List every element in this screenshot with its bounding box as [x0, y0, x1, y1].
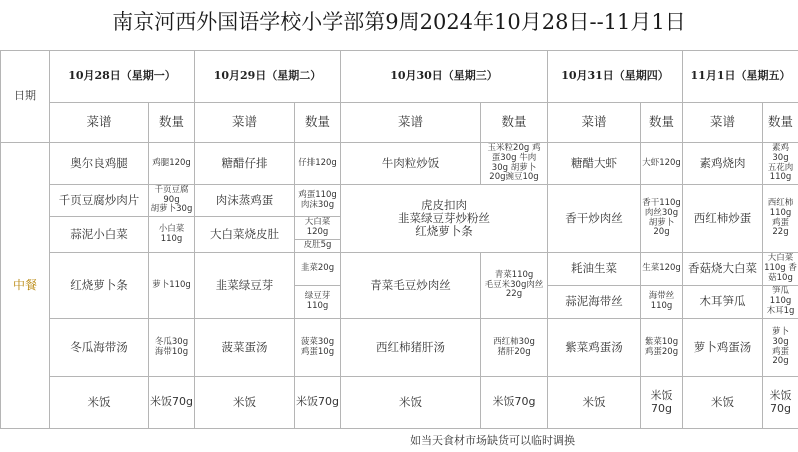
qty-line: 紫菜10g — [644, 336, 679, 347]
qty-line: 肉沫30g — [300, 199, 335, 210]
dish-tue-5: 菠菜蛋汤 — [195, 319, 295, 377]
qty-line: 110g — [160, 233, 183, 244]
dish-mon-4: 红烧萝卜条 — [50, 253, 149, 319]
dish-mon-5: 冬瓜海带汤 — [50, 319, 149, 377]
qty-tue-5 — [295, 319, 341, 377]
qty-line: 120g — [306, 227, 329, 237]
qty-line: 菠菜30g — [300, 336, 335, 347]
qty-line: 110g — [650, 301, 673, 311]
dish-wed-6: 米饭 — [341, 377, 481, 429]
qty-mon-4: 萝卜110g — [149, 253, 195, 319]
qty-line: 蛋30g 牛肉 — [491, 152, 537, 163]
qty-line: 20g — [653, 227, 670, 238]
qty-mon-3 — [149, 217, 195, 253]
dish-fri-6: 米饭 — [683, 377, 763, 429]
qty-line: 千页豆腐 — [154, 184, 189, 195]
col-dish-fri: 菜谱 — [683, 103, 763, 143]
qty-line: 笋瓜110g — [769, 286, 792, 307]
day-header-wed: 10月30日（星期三） — [341, 51, 548, 103]
qty-line: 西红柿30g — [493, 336, 535, 347]
qty-line: 22g — [505, 289, 523, 300]
qty-wed-4 — [481, 253, 548, 319]
qty-line: 素鸡30g — [771, 142, 789, 163]
qty-tue-4b — [295, 286, 341, 319]
qty-tue-6: 米饭70g — [295, 377, 341, 429]
qty-fri-4b — [763, 286, 798, 319]
qty-mon-6: 米饭70g — [149, 377, 195, 429]
dish-tue-2: 肉沫蒸鸡蛋 — [195, 185, 295, 217]
col-dish-tue: 菜谱 — [195, 103, 295, 143]
qty-thu-5 — [641, 319, 683, 377]
qty-line: 20g豌豆10g — [489, 172, 539, 183]
qty-line: 胡萝卜 — [648, 217, 675, 228]
qty-line: 鸡蛋10g — [300, 346, 335, 357]
qty-line: 小白菜 — [158, 223, 185, 234]
dish-tue-4: 韭菜绿豆芽 — [195, 253, 295, 319]
qty-line: 香干110g — [642, 197, 681, 208]
col-qty-wed: 数量 — [481, 103, 548, 143]
qty-line: 110g — [306, 301, 329, 311]
qty-fri-4 — [763, 253, 798, 286]
day-header-mon: 10月28日（星期一） — [50, 51, 195, 103]
col-qty-thu: 数量 — [641, 103, 683, 143]
qty-fri-1 — [763, 143, 798, 185]
dish-tue-3: 大白菜烧皮肚 — [195, 217, 295, 253]
dish-line: 虎皮扣肉 — [421, 197, 467, 212]
footer-note: 如当天食材市场缺货可以临时调换 — [410, 434, 575, 447]
qty-thu-2 — [641, 185, 683, 253]
qty-line: 海带丝 — [648, 291, 675, 302]
qty-line: 菇10g — [768, 272, 793, 283]
dish-fri-5: 萝卜鸡蛋汤 — [683, 319, 763, 377]
dish-tue-1: 糖醋仔排 — [195, 143, 295, 185]
qty-line: 大白菜 — [304, 217, 331, 228]
dish-wed-4: 青菜毛豆炒肉丝 — [341, 253, 481, 319]
dish-line: 韭菜绿豆芽炒粉丝 — [398, 210, 490, 225]
qty-line: 110g — [769, 207, 792, 218]
col-dish-wed: 菜谱 — [341, 103, 481, 143]
qty-tue-2 — [295, 185, 341, 217]
qty-line: 猪肝20g — [497, 346, 531, 357]
qty-fri-2 — [763, 185, 798, 253]
qty-line: 海带10g — [154, 346, 189, 357]
qty-line: 肉丝30g — [644, 207, 679, 218]
dish-thu-6: 米饭 — [548, 377, 641, 429]
col-qty-mon: 数量 — [149, 103, 195, 143]
qty-line: 五花肉 — [767, 162, 794, 173]
qty-line: 玉米粒20g 鸡 — [487, 142, 541, 153]
qty-line: 110g — [769, 172, 792, 183]
qty-mon-5 — [149, 319, 195, 377]
dish-thu-4: 耗油生菜 — [548, 253, 641, 286]
qty-line: 冬瓜30g — [154, 336, 189, 347]
qty-line: 绿豆芽 — [304, 291, 331, 302]
qty-line: 110g 香 — [764, 263, 797, 274]
qty-line: 鸡蛋22g — [771, 217, 789, 238]
qty-line: 鸡蛋20g — [771, 346, 789, 367]
qty-line: 萝卜30g — [771, 326, 789, 347]
qty-tue-4a: 韭菜20g — [295, 253, 341, 286]
qty-line: 鸡蛋110g — [298, 189, 337, 200]
dish-mon-3: 蒜泥小白菜 — [50, 217, 149, 253]
qty-line: 木耳1g — [766, 305, 795, 316]
qty-line: 大白菜 — [767, 253, 794, 264]
qty-fri-5 — [763, 319, 798, 377]
qty-fri-6: 米饭70g — [763, 377, 798, 429]
qty-tue-1: 仔排120g — [295, 143, 341, 185]
qty-tue-3a — [295, 217, 341, 240]
row-label-date: 日期 — [1, 51, 50, 143]
dish-fri-4b: 木耳笋瓜 — [683, 286, 763, 319]
col-qty-tue: 数量 — [295, 103, 341, 143]
dish-thu-4b: 蒜泥海带丝 — [548, 286, 641, 319]
qty-line: 青菜110g — [494, 269, 534, 280]
dish-fri-4: 香菇烧大白菜 — [683, 253, 763, 286]
dish-fri-1: 素鸡烧肉 — [683, 143, 763, 185]
qty-wed-1 — [481, 143, 548, 185]
qty-mon-1: 鸡腿120g — [149, 143, 195, 185]
dish-thu-1: 糖醋大虾 — [548, 143, 641, 185]
meal-label-lunch: 中餐 — [1, 143, 50, 429]
col-dish-mon: 菜谱 — [50, 103, 149, 143]
col-dish-thu: 菜谱 — [548, 103, 641, 143]
dish-thu-2: 香干炒肉丝 — [548, 185, 641, 253]
day-header-tue: 10月29日（星期二） — [195, 51, 341, 103]
qty-tue-3b: 皮肚5g — [295, 240, 341, 253]
qty-line: 90g — [163, 194, 180, 205]
dish-thu-5: 紫菜鸡蛋汤 — [548, 319, 641, 377]
qty-line: 毛豆米30g肉丝 — [484, 279, 544, 290]
day-header-fri: 11月1日（星期五） — [683, 51, 798, 103]
menu-table — [0, 50, 798, 429]
qty-wed-5 — [481, 319, 548, 377]
dish-fri-2: 西红柿炒蛋 — [683, 185, 763, 253]
dish-wed-2 — [341, 185, 548, 253]
dish-mon-2: 千页豆腐炒肉片 — [50, 185, 149, 217]
dish-mon-6: 米饭 — [50, 377, 149, 429]
qty-wed-6: 米饭70g — [481, 377, 548, 429]
qty-thu-6: 米饭70g — [641, 377, 683, 429]
qty-mon-2 — [149, 185, 195, 217]
qty-line: 西红柿 — [767, 197, 794, 208]
dish-mon-1: 奥尔良鸡腿 — [50, 143, 149, 185]
qty-line: 鸡蛋20g — [644, 346, 679, 357]
qty-line: 30g 胡萝卜 — [491, 162, 537, 173]
day-header-thu: 10月31日（星期四） — [548, 51, 683, 103]
dish-tue-6: 米饭 — [195, 377, 295, 429]
qty-thu-1: 大虾120g — [641, 143, 683, 185]
qty-thu-4b — [641, 286, 683, 319]
qty-thu-4: 生菜120g — [641, 253, 683, 286]
col-qty-fri: 数量 — [763, 103, 798, 143]
page-title: 南京河西外国语学校小学部第9周2024年10月28日--11月1日 — [112, 10, 686, 34]
dish-wed-5: 西红柿猪肝汤 — [341, 319, 481, 377]
qty-line: 胡萝卜30g — [150, 204, 193, 215]
dish-line: 红烧萝卜条 — [415, 224, 473, 239]
dish-wed-1: 牛肉粒炒饭 — [341, 143, 481, 185]
